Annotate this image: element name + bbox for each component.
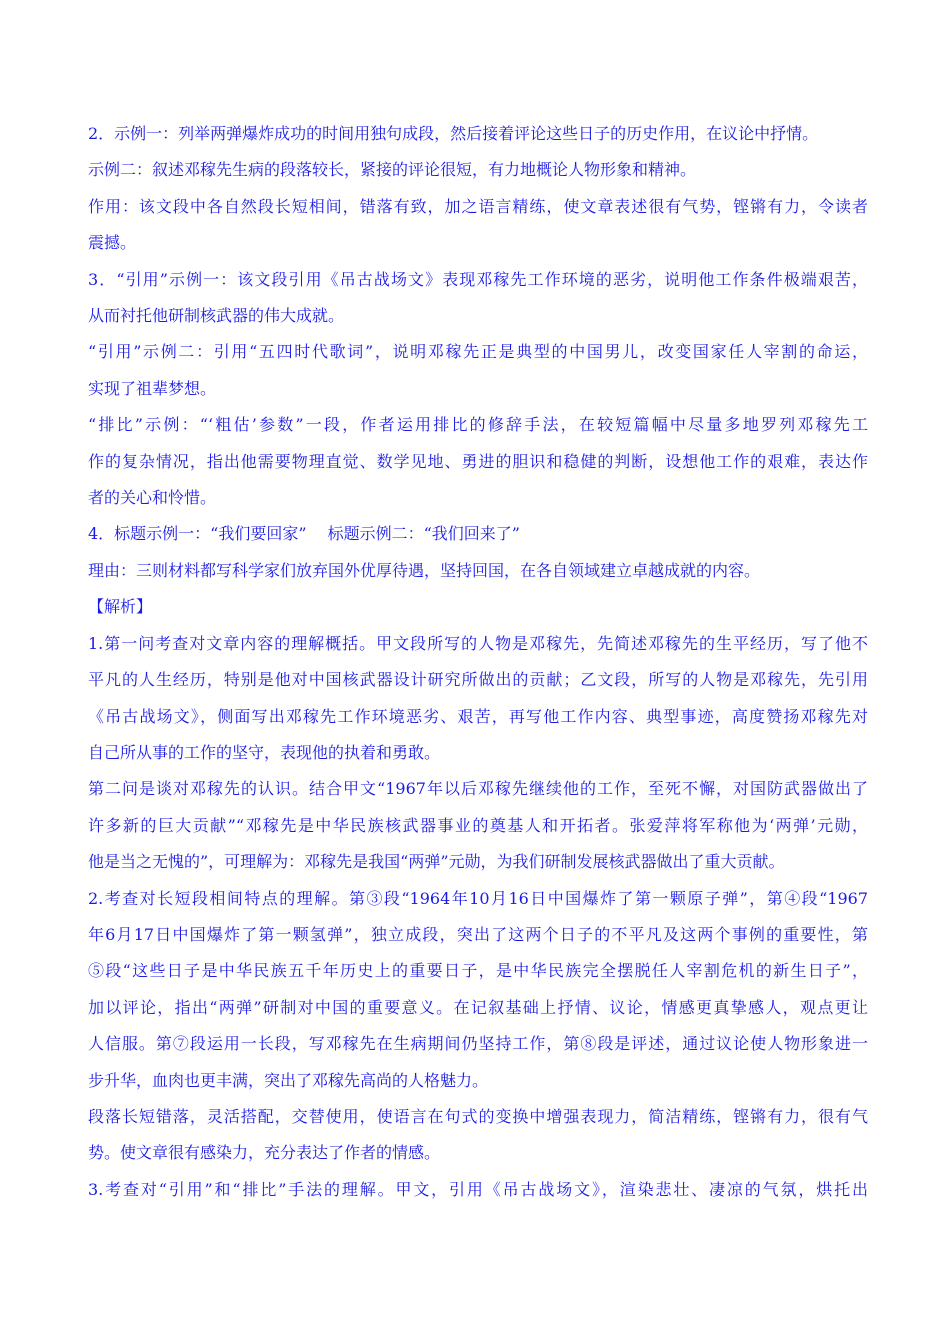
answer-4-reason: 理由：三则材料都写科学家们放弃国外优厚待遇，坚持回国，在各自领域建立卓越成就的内容。: [88, 560, 761, 580]
answer-2-example-2: 示例二：叙述邓稼先生病的段落较长，紧接的评论很短，有力地概论人物形象和精神。: [88, 160, 697, 180]
analysis-2-line: 年6月17日中国爆炸了第一颗氢弹”，独立成段，突出了这两个日子的不平凡及这两个事例的重要性，第: [88, 924, 868, 944]
analysis-2-line: ⑤段“这些日子是中华民族五千年历史上的重要日子，是中华民族完全摆脱任人宰割危机的新生日子”，: [88, 961, 868, 981]
analysis-1-line: 1.第一问考查对文章内容的理解概括。甲文段所写的人物是邓稼先，先简述邓稼先的生平经历，写了他不: [88, 633, 868, 653]
analysis-2b-line: 段落长短错落，灵活搭配，交替使用，使语言在句式的变换中增强表现力，简洁精练，铿锵有力，很有气: [88, 1106, 868, 1126]
analysis-2-line: 加以评论，指出“两弹”研制对中国的重要意义。在记叙基础上抒情、议论，情感更真挚感人，观点更让: [88, 997, 868, 1017]
answer-2-effect: 作用：该文段中各自然段长短相间，错落有致，加之语言精练，使文章表述很有气势，铿锵有力，令读者: [88, 196, 868, 216]
analysis-section: [88, 589, 868, 1208]
answer-4-titles: 4．标题示例一：“我们要回家” 标题示例二：“我们回来了”: [88, 524, 520, 544]
answer-3-parallelism-example-cont: 作的复杂情况，指出他需要物理直觉、数学见地、勇进的胆识和稳健的判断，设想他工作的艰难，表达作: [88, 451, 868, 471]
analysis-2b-line: 势。使文章很有感染力，充分表达了作者的情感。: [88, 1143, 441, 1163]
analysis-2-line: 人信服。第⑦段运用一长段，写邓稼先在生病期间仍坚持工作，第⑧段是评述，通过议论使人物形象进一: [88, 1034, 868, 1054]
answer-2-example-1: 2．示例一：列举两弹爆炸成功的时间用独句成段，然后接着评论这些日子的历史作用，在议论中抒情。: [88, 124, 819, 143]
analysis-heading: 【解析】: [88, 597, 153, 617]
analysis-3-line: 3.考查对“引用”和“排比”手法的理解。甲文，引用《吊古战场文》，渲染悲壮、凄凉的气氛，烘托出: [88, 1179, 868, 1199]
analysis-1-line: 《吊古战场文》，侧面写出邓稼先工作环境恶劣、艰苦，再写他工作内容、典型事迹，高度赞扬邓稼先对: [88, 706, 868, 726]
answer-3-quote-example-1-cont: 从而衬托他研制核武器的伟大成就。: [88, 306, 345, 326]
analysis-1b-line: 许多新的巨大贡献”“邓稼先是中华民族核武器事业的奠基人和开拓者。张爱萍将军称他为‘两弹’元勋，: [88, 815, 868, 835]
answer-3-parallelism-example-end: 者的关心和怜惜。: [88, 488, 217, 508]
answer-3-parallelism-example: “排比”示例：“‘粗估’参数”一段，作者运用排比的修辞手法，在较短篇幅中尽量多地罗列邓稼先工: [88, 415, 868, 435]
analysis-1-line: 自己所从事的工作的坚守，表现他的执着和勇敢。: [88, 742, 441, 762]
analysis-1b-line: 他是当之无愧的”，可理解为：邓稼先是我国“两弹”元勋，为我们研制发展核武器做出了重大贡献。: [88, 852, 785, 872]
document-page: [88, 116, 868, 1208]
answer-3-quote-example-2: “引用”示例二：引用“五四时代歌词”，说明邓稼先正是典型的中国男儿，改变国家任人宰割的命运，: [88, 342, 868, 362]
answer-2-effect-cont: 震撼。: [88, 233, 137, 253]
analysis-1-line: 平凡的人生经历，特别是他对中国核武器设计研究所做出的贡献；乙文段，所写的人物是邓稼先，先引用: [88, 670, 868, 690]
answer-3-quote-example-1: 3．“引用”示例一：该文段引用《吊古战场文》表现邓稼先工作环境的恶劣，说明他工作条件极端艰苦，: [88, 269, 868, 289]
analysis-1b-line: 第二问是谈对邓稼先的认识。结合甲文“1967年以后邓稼先继续他的工作，至死不懈，对国防武器做出了: [88, 779, 868, 799]
analysis-2-line: 步升华，血肉也更丰满，突出了邓稼先高尚的人格魅力。: [88, 1070, 489, 1090]
answer-section: [88, 116, 868, 589]
answer-3-quote-example-2-cont: 实现了祖辈梦想。: [88, 378, 217, 398]
analysis-2-line: 2.考查对长短段相间特点的理解。第③段“1964年10月16日中国爆炸了第一颗原子弹”，第④段“1967: [88, 888, 868, 908]
